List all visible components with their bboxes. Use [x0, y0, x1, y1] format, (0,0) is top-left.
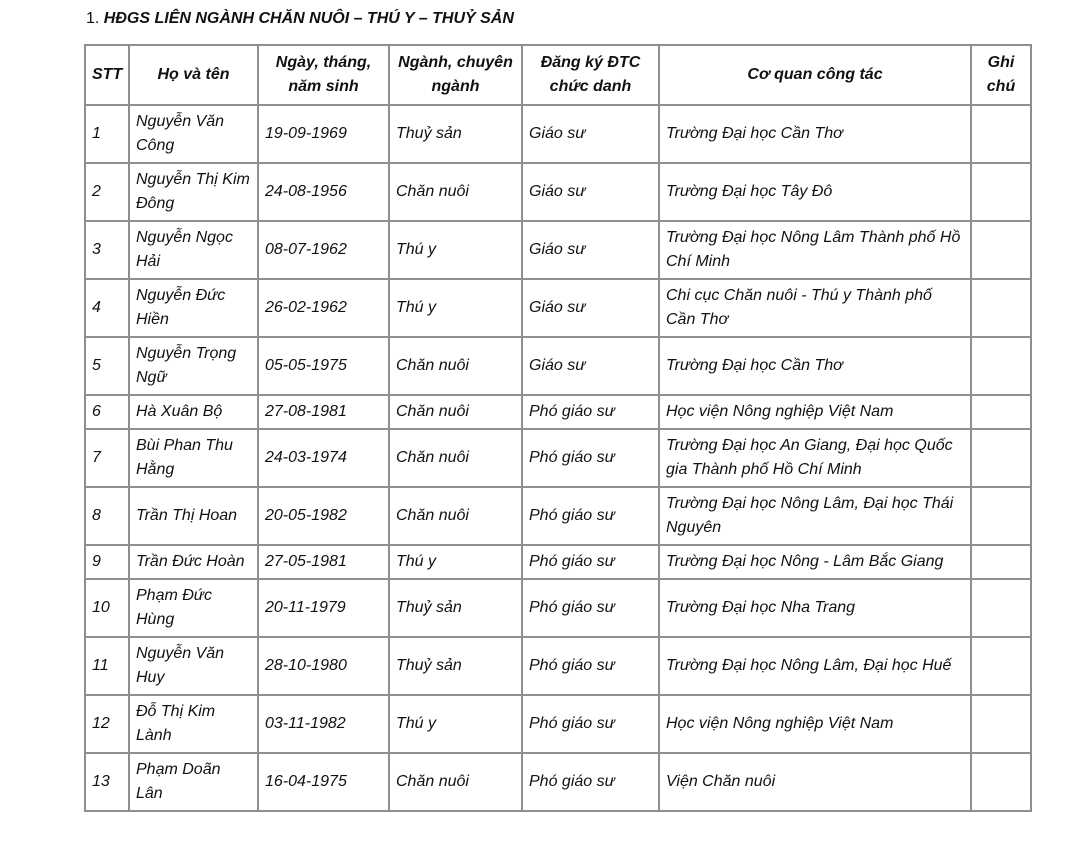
cell-dob: 03-11-1982	[258, 695, 389, 753]
cell-title: Giáo sư	[522, 105, 659, 163]
cell-name: Nguyễn Đức Hiền	[129, 279, 258, 337]
table-row	[85, 163, 1031, 221]
cell-note	[971, 753, 1031, 811]
cell-name: Hà Xuân Bộ	[129, 395, 258, 429]
cell-org: Trường Đại học Cần Thơ	[659, 105, 971, 163]
cell-name: Trần Đức Hoàn	[129, 545, 258, 579]
cell-title: Giáo sư	[522, 163, 659, 221]
header-name: Họ và tên	[129, 45, 258, 105]
cell-name: Nguyễn Thị Kim Đông	[129, 163, 258, 221]
table-row	[85, 753, 1031, 811]
cell-org: Trường Đại học Tây Đô	[659, 163, 971, 221]
cell-field: Chăn nuôi	[389, 395, 522, 429]
table-row	[85, 487, 1031, 545]
table-row	[85, 105, 1031, 163]
cell-note	[971, 221, 1031, 279]
cell-name: Nguyễn Văn Huy	[129, 637, 258, 695]
cell-title: Giáo sư	[522, 337, 659, 395]
cell-dob: 08-07-1962	[258, 221, 389, 279]
cell-note	[971, 695, 1031, 753]
cell-org: Trường Đại học Cần Thơ	[659, 337, 971, 395]
section-number: 1.	[86, 10, 100, 27]
cell-dob: 16-04-1975	[258, 753, 389, 811]
cell-note	[971, 487, 1031, 545]
cell-note	[971, 545, 1031, 579]
cell-stt: 11	[85, 637, 129, 695]
cell-org: Chi cục Chăn nuôi - Thú y Thành phố Cần Thơ	[659, 279, 971, 337]
cell-title: Phó giáo sư	[522, 395, 659, 429]
table-row	[85, 637, 1031, 695]
section-heading	[86, 10, 514, 28]
header-field: Ngành, chuyên ngành	[389, 45, 522, 105]
section-title: HĐGS LIÊN NGÀNH CHĂN NUÔI – THÚ Y – THUỶ SẢN	[103, 10, 514, 27]
cell-dob: 26-02-1962	[258, 279, 389, 337]
cell-note	[971, 429, 1031, 487]
cell-note	[971, 163, 1031, 221]
cell-note	[971, 337, 1031, 395]
cell-org: Trường Đại học Nông Lâm Thành phố Hồ Chí Minh	[659, 221, 971, 279]
cell-dob: 05-05-1975	[258, 337, 389, 395]
cell-note	[971, 395, 1031, 429]
cell-dob: 20-11-1979	[258, 579, 389, 637]
header-title: Đăng ký ĐTC chức danh	[522, 45, 659, 105]
cell-name: Nguyễn Trọng Ngữ	[129, 337, 258, 395]
cell-title: Phó giáo sư	[522, 637, 659, 695]
cell-note	[971, 637, 1031, 695]
table-row	[85, 337, 1031, 395]
cell-field: Thú y	[389, 695, 522, 753]
header-dob: Ngày, tháng, năm sinh	[258, 45, 389, 105]
cell-name: Nguyễn Văn Công	[129, 105, 258, 163]
table-row	[85, 429, 1031, 487]
table-row	[85, 221, 1031, 279]
cell-field: Chăn nuôi	[389, 337, 522, 395]
table-row	[85, 695, 1031, 753]
cell-dob: 19-09-1969	[258, 105, 389, 163]
cell-org: Trường Đại học Nha Trang	[659, 579, 971, 637]
cell-field: Thú y	[389, 545, 522, 579]
cell-title: Phó giáo sư	[522, 579, 659, 637]
cell-org: Trường Đại học Nông - Lâm Bắc Giang	[659, 545, 971, 579]
cell-name: Phạm Đức Hùng	[129, 579, 258, 637]
header-note: Ghi chú	[971, 45, 1031, 105]
cell-field: Thú y	[389, 279, 522, 337]
cell-field: Thuỷ sản	[389, 579, 522, 637]
cell-org: Trường Đại học An Giang, Đại học Quốc gia Thành phố Hồ Chí Minh	[659, 429, 971, 487]
cell-field: Chăn nuôi	[389, 487, 522, 545]
cell-org: Trường Đại học Nông Lâm, Đại học Huế	[659, 637, 971, 695]
cell-stt: 1	[85, 105, 129, 163]
cell-dob: 24-08-1956	[258, 163, 389, 221]
cell-title: Phó giáo sư	[522, 545, 659, 579]
cell-note	[971, 579, 1031, 637]
cell-title: Phó giáo sư	[522, 487, 659, 545]
council-members-table	[84, 44, 1032, 812]
table-row	[85, 395, 1031, 429]
cell-name: Phạm Doãn Lân	[129, 753, 258, 811]
cell-name: Trần Thị Hoan	[129, 487, 258, 545]
table-row	[85, 579, 1031, 637]
cell-stt: 3	[85, 221, 129, 279]
cell-org: Trường Đại học Nông Lâm, Đại học Thái Nguyên	[659, 487, 971, 545]
cell-title: Phó giáo sư	[522, 753, 659, 811]
cell-field: Thú y	[389, 221, 522, 279]
cell-stt: 12	[85, 695, 129, 753]
cell-stt: 5	[85, 337, 129, 395]
cell-dob: 28-10-1980	[258, 637, 389, 695]
cell-stt: 13	[85, 753, 129, 811]
cell-dob: 27-08-1981	[258, 395, 389, 429]
cell-note	[971, 279, 1031, 337]
cell-field: Chăn nuôi	[389, 429, 522, 487]
cell-dob: 24-03-1974	[258, 429, 389, 487]
cell-name: Đỗ Thị Kim Lành	[129, 695, 258, 753]
cell-org: Viện Chăn nuôi	[659, 753, 971, 811]
cell-title: Phó giáo sư	[522, 429, 659, 487]
cell-org: Học viện Nông nghiệp Việt Nam	[659, 395, 971, 429]
cell-title: Giáo sư	[522, 279, 659, 337]
cell-field: Thuỷ sản	[389, 637, 522, 695]
cell-stt: 6	[85, 395, 129, 429]
cell-title: Phó giáo sư	[522, 695, 659, 753]
cell-field: Thuỷ sản	[389, 105, 522, 163]
cell-stt: 9	[85, 545, 129, 579]
table-header-row	[85, 45, 1031, 105]
cell-field: Chăn nuôi	[389, 163, 522, 221]
cell-note	[971, 105, 1031, 163]
cell-dob: 27-05-1981	[258, 545, 389, 579]
header-stt: STT	[85, 45, 129, 105]
cell-stt: 2	[85, 163, 129, 221]
table-row	[85, 545, 1031, 579]
cell-stt: 7	[85, 429, 129, 487]
cell-name: Nguyễn Ngọc Hải	[129, 221, 258, 279]
cell-stt: 4	[85, 279, 129, 337]
cell-name: Bùi Phan Thu Hằng	[129, 429, 258, 487]
cell-field: Chăn nuôi	[389, 753, 522, 811]
header-org: Cơ quan công tác	[659, 45, 971, 105]
cell-stt: 10	[85, 579, 129, 637]
cell-org: Học viện Nông nghiệp Việt Nam	[659, 695, 971, 753]
cell-stt: 8	[85, 487, 129, 545]
table-row	[85, 279, 1031, 337]
cell-title: Giáo sư	[522, 221, 659, 279]
cell-dob: 20-05-1982	[258, 487, 389, 545]
